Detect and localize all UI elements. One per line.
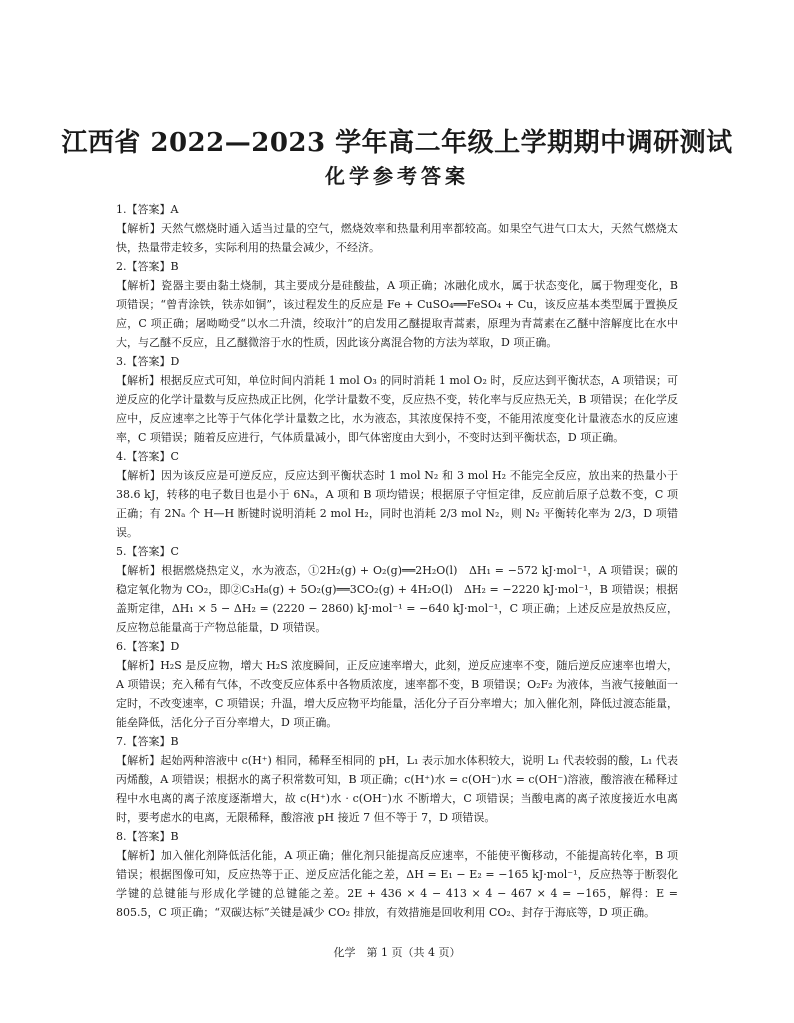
question-item: [116, 732, 678, 827]
explanation-text: 【解析】瓷器主要由黏土烧制，其主要成分是硅酸盐，A 项正确；冰融化成水，属于状态变化，属于物理变化，B 项错误；“曾青涂铁，铁赤如铜”，该过程发生的反应是 Fe + CuSO₄══FeSO₄ + Cu，该反应基本类型属于置换反应，C 项正确；屠呦呦受“以水二升渍，绞取汁”的启发用乙醚提取青蒿素，原理为青蒿素在乙醚中溶解度比在水中大，与乙醚不反应，且乙醚微溶于水的性质，因此该分离混合物的方法为萃取，D 项正确。: [116, 279, 678, 349]
explanation-text: 【解析】因为该反应是可逆反应，反应达到平衡状态时 1 mol N₂ 和 3 mol H₂ 不能完全反应，放出来的热量小于 38.6 kJ，转移的电子数目也是小于 6Nₐ，A 项和 B 项均错误；根据原子守恒定律，反应前后原子总数不变，C 项正确；有 2Nₐ 个 H—H 断键时说明消耗 2 mol H₂，同时也消耗 2/3 mol N₂，则 N₂ 平衡转化率为 2/3，D 项错误。: [116, 469, 678, 539]
question-item: [116, 447, 678, 542]
explanation-text: 【解析】根据反应式可知，单位时间内消耗 1 mol O₃ 的同时消耗 1 mol O₂ 时，反应达到平衡状态，A 项错误；可逆反应的化学计量数与反应热成正比例，化学计量数不变，反应热不变，转化率与反应热无关，B 项错误；在化学反应中，反应速率之比等于气体化学计量数之比，水为液态，其浓度保持不变，不能用浓度变化计量液态水的反应速率，C 项错误；随着反应进行，气体质量减小，即气体密度由大到小，不变时达到平衡状态，D 项正确。: [116, 374, 678, 444]
answer-line: 1.【答案】A: [116, 203, 179, 216]
page-subtitle: 化学参考答案: [325, 164, 469, 188]
answer-line: 6.【答案】D: [116, 640, 180, 653]
answer-list: [116, 200, 678, 922]
question-item: [116, 542, 678, 637]
answer-line: 4.【答案】C: [116, 450, 179, 463]
answer-line: 7.【答案】B: [116, 735, 179, 748]
question-item: [116, 637, 678, 732]
answer-line: 5.【答案】C: [116, 545, 179, 558]
explanation-text: 【解析】加入催化剂降低活化能，A 项正确；催化剂只能提高反应速率，不能使平衡移动，不能提高转化率，B 项错误；根据图像可知，反应热等于正、逆反应活化能之差，ΔH = E₁ − E₂ = −165 kJ·mol⁻¹，反应热等于断裂化学键的总键能与形成化学键的总键能之差。2E + 436 × 4 − 413 × 4 − 467 × 4 = −165，解得：E = 805.5，C 项正确；“双碳达标”关键是减少 CO₂ 排放，有效措施是回收利用 CO₂、封存于海底等，D 项正确。: [116, 849, 678, 919]
page-footer: 化学 第 1 页（共 4 页）: [333, 946, 461, 959]
question-item: [116, 352, 678, 447]
explanation-text: 【解析】H₂S 是反应物，增大 H₂S 浓度瞬间，正反应速率增大，此刻，逆反应速率不变，随后逆反应速率也增大，A 项错误；充入稀有气体，不改变反应体系中各物质浓度，速率都不变，B 项错误；O₂F₂ 为液体，当液气接触面一定时，不改变速率，C 项错误；升温，增大反应物平均能量，活化分子百分率增大；加入催化剂，降低过渡态能量，能垒降低，活化分子百分率增大，D 项正确。: [116, 659, 678, 729]
question-item: [116, 827, 678, 922]
explanation-text: 【解析】根据燃烧热定义，水为液态，①2H₂(g) + O₂(g)══2H₂O(l) ΔH₁ = −572 kJ·mol⁻¹，A 项错误；碳的稳定氧化物为 CO₂，即②C₃H₈(g) + 5O₂(g)══3CO₂(g) + 4H₂O(l) ΔH₂ = −2220 kJ·mol⁻¹，B 项错误；根据盖斯定律，ΔH₁ × 5 − ΔH₂ = (2220 − 2860) kJ·mol⁻¹ = −640 kJ·mol⁻¹，C 项正确；上述反应是放热反应，反应物总能量高于产物总能量，D 项错误。: [116, 564, 678, 634]
answer-line: 3.【答案】D: [116, 355, 180, 368]
page-title: 江西省 2022—2023 学年高二年级上学期期中调研测试: [61, 128, 733, 158]
explanation-text: 【解析】天然气燃烧时通入适当过量的空气，燃烧效率和热量利用率都较高。如果空气进气口太大，天然气燃烧太快，热量带走较多，实际利用的热量会减少，不经济。: [116, 222, 678, 254]
answer-line: 2.【答案】B: [116, 260, 179, 273]
answer-line: 8.【答案】B: [116, 830, 179, 843]
explanation-text: 【解析】起始两种溶液中 c(H⁺) 相同，稀释至相同的 pH，L₁ 表示加水体积较大，说明 L₁ 代表较弱的酸，L₁ 代表丙烯酸，A 项错误；根据水的离子积常数可知，B 项正确；c(H⁺)水 = c(OH⁻)水 = c(OH⁻)溶液，酸溶液在稀释过程中水电离的离子浓度逐渐增大，故 c(H⁺)水 · c(OH⁻)水 不断增大，C 项错误；当酸电离的离子浓度接近水电离时，要考虑水的电离，无限稀释，酸溶液 pH 接近 7 但不等于 7，D 项错误。: [116, 754, 678, 824]
question-item: [116, 257, 678, 352]
question-item: [116, 200, 678, 257]
